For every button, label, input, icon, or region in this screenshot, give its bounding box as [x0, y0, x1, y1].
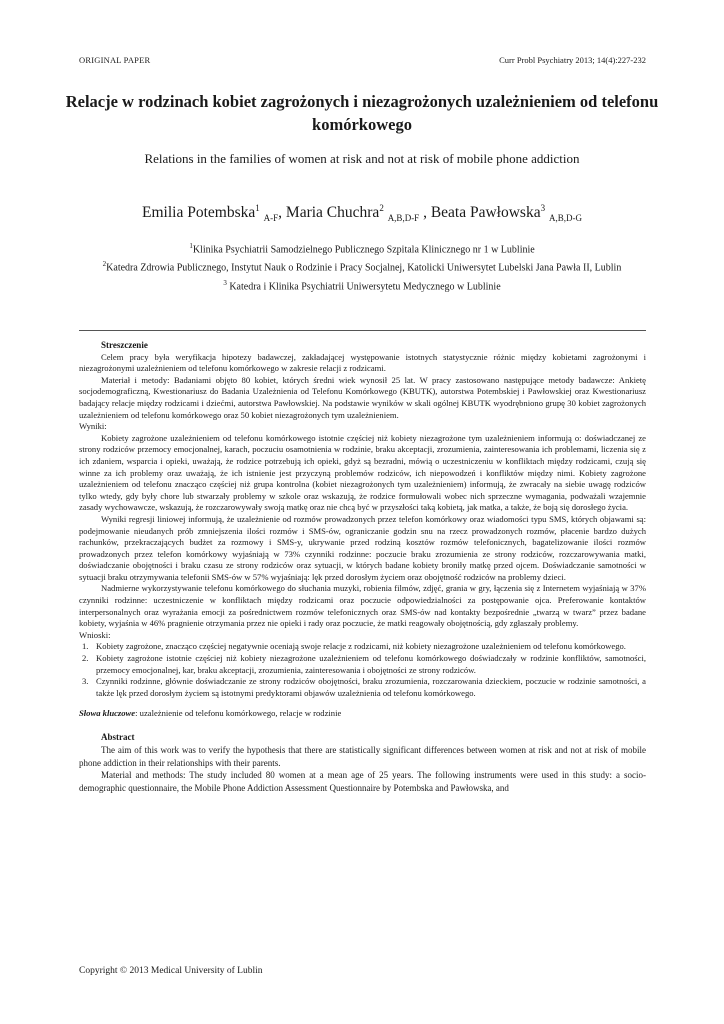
affiliation: $^3$ Katedra i Klinika Psychiatrii Uniwersytetu Medycznego w Lublinie	[223, 278, 501, 292]
article-type-label: ORIGINAL PAPER	[79, 55, 151, 65]
abstract-heading: Abstract	[101, 732, 135, 742]
conclusion-item: 1. Kobiety zagrożone, znacząco częściej negatywnie oceniają swoje relacje z rodzicami, niż kobiety niezagrożone uzależnieniem od telefonu komórkowego.	[82, 641, 626, 652]
copyright-footer: Copyright © 2013 Medical University of Lublin	[79, 966, 263, 976]
streszczenie-results-3: Nadmierne wykorzystywanie telefonu komórkowego do słuchania muzyki, robienia filmów, zdjęć, grania w gry, łączenia się z Internetem wyjaśniają w 37% czynniki rodzinne: uczestniczenie w konfliktach między rodzicami oraz poczucie odpowiedzialności za postępowanie ojca. Preferowanie kontaktów interpersonalnych oraz wyrażania emocji za pośrednictwem rozmów telefonicznych oraz SMS-ów nad kontakty bezpośrednie „twarzą w twarz” przez badane kobiety, wyjaśnia w 46% pragnienie otrzymania przez nie opieki i rady oraz poczucie, że matki reagowały obojętnością, gdy zgłaszały problemy.	[79, 583, 646, 629]
author-list	[40, 203, 684, 223]
streszczenie-methods: Materiał i metody: Badaniami objęto 80 kobiet, których średni wiek wynosił 25 lat. W pracy zastosowano następujące metody badawcze: Ankietę socjodemograficzną, Kwestionariusz do Badania Uzależnienia od Telefonu Komórkowego (KBUTK), autorstwa Potembskiej i Pawłowskiej oraz Kwestionariusz badający relacje między rodzicami i dziećmi, autorstwa Pawłowskiej. Na podstawie wyników w skali ogólnej KBUTK wyodrębniono grupę 30 kobiet zagrożonych uzależnieniem od telefonu komórkowego oraz 50 kobiet niezagrożonych tym uzależnieniem.	[79, 374, 646, 420]
affiliation: $^1$Klinika Psychiatrii Samodzielnego Publicznego Szpitala Klinicznego nr 1 w Lublinie	[189, 242, 535, 256]
affiliations	[80, 239, 644, 294]
journal-citation: Curr Probl Psychiatry 2013; 14(4):227-232	[499, 55, 646, 65]
streszczenie-results-2: Wyniki regresji liniowej informują, że uzależnienie od rozmów prowadzonych przez telefon komórkowy oraz wiadomości typu SMS, których objawami są: podejmowanie nieudanych prób zmniejszenia ilości rozmów i SMS-ów, ograniczanie godzin snu na rzecz prowadzonych rozmów, płacenie bardzo dużych rachunków, przekraczających budżet za rozmowy i SMS-y, ukrywanie przed rodziną kosztów rozmów telefonicznych, bagatelizowanie ilości rozmów prowadzonych przez telefon komórkowy wyjaśniają w 73% czynniki rodzinne: poczucie braku zrozumienia ze strony rodziców, rozczarowywania matki, doświadczanie obojętności i braku czasu ze strony rodziców oraz sytuacji, w których badane kobiety broniły matkę przed ojcem. Doświadczanie samotności w sytuacji braku otrzymywania telefonii SMS-ów w 57% wyjaśniają: lęk przed dorosłym życiem oraz obojętność rodziców na problemy dzieci.	[79, 513, 646, 582]
title-polish: Relacje w rodzinach kobiet zagrożonych i niezagrożonych uzależnieniem od telefonu komórkowego	[65, 92, 659, 134]
article-body	[79, 340, 646, 795]
author: Beata Pawłowska$^3$ $_{A,B,D-G}$	[430, 203, 582, 224]
streszczenie-heading: Streszczenie	[101, 340, 148, 350]
keywords: Słowa kluczowe: uzależnienie od telefonu komórkowego, relacje w rodzinie	[79, 708, 342, 719]
affiliation: $^2$Katedra Zdrowia Publicznego, Instytut Nauk o Rodzinie i Pracy Socjalnej, Katolicki Uniwersytet Lubelski Jana Pawła II, Lublin	[102, 260, 622, 274]
conclusions-label: Wnioski:	[79, 629, 111, 640]
conclusion-item: 2. Kobiety zagrożone istotnie częściej niż kobiety niezagrożone uzależnieniem od telefonu komórkowego doświadczały w rodzinie konfliktów, samotności, przemocy emocjonalnej, kar, braku akceptacji, zrozumienia, zainteresowania i obojętności ze strony rodziców.	[82, 653, 646, 675]
author: Maria Chuchra$^2$ $_{A,B,D-F}$ ,	[285, 203, 431, 224]
title-english: Relations in the families of women at risk and not at risk of mobile phone addiction	[144, 151, 580, 166]
results-label: Wyniki:	[79, 421, 107, 432]
conclusions-list	[79, 641, 646, 699]
author: Emilia Potembska$^1$ $_{A-F}$,	[142, 203, 286, 224]
section-divider	[79, 330, 646, 331]
abstract-methods: Material and methods: The study included 80 women at a mean age of 25 years. The following instruments were used in this study: a socio-demographic questionnaire, the Mobile Phone Addiction Assessment Questionnaire by Potembska and Pawłowska, and	[79, 770, 646, 794]
conclusion-item: 3. Czynniki rodzinne, głównie doświadczanie ze strony rodziców obojętności, braku zrozumienia, rozczarowania dzieckiem, poczucie w rodzinie samotności, a także lęk przed dorosłym życiem są istotnymi predyktorami objawów uzależnienia od telefonu komórkowego.	[82, 676, 646, 698]
abstract-aim: The aim of this work was to verify the hypothesis that there are statistically significant differences between women at risk and not at risk of mobile phone addiction in their relationships with their parents.	[79, 744, 646, 768]
streszczenie-aim: Celem pracy była weryfikacja hipotezy badawczej, zakładającej występowanie istotnych statystycznie różnic między kobietami zagrożonymi i niezagrożonymi uzależnieniem od telefonu komórkowego w zakresie relacji z rodzicami.	[79, 351, 646, 374]
streszczenie-results-1: Kobiety zagrożone uzależnieniem od telefonu komórkowego istotnie częściej niż kobiety niezagrożone tym uzależnieniem informują o: doświadczanej ze strony rodziców przemocy emocjonalnej, karach, poczuciu osamotnienia w rodzinie, braku akceptacji, zrozumienia, zainteresowania ich problemami, liczenia się z ich zdaniem, wsparcia i opieki, uważają, że rodzice potrzebują ich opieki, gdyż są bezradni, mówią o uczestniczeniu w konfliktach między rodzicami, czują się winne za ich problemy oraz uważają, że ich istnienie jest przyczyną problemów rodziców, ich niepowodzeń i konfliktów między nimi. Kobiety zagrożone uzależnieniem od telefonu znacząco częściej niż grupa kontrolna (kobiet niezagrożonych tym uzależnieniem) informują, że zwracały na siebie uwagę rodziców tylko wtedy, gdy były chore lub stwarzały problemy w szkole oraz wskazują, że rodzice formułowali wobec nich sprzeczne wymagania, podważali wzajemnie zasady wychowawcze, wskazują, że rozczarowywały swoją matkę oraz nie chcą być w przyszłości taką kobietą, jak matka, a także, że boją się dorosłego życia.	[79, 432, 646, 513]
